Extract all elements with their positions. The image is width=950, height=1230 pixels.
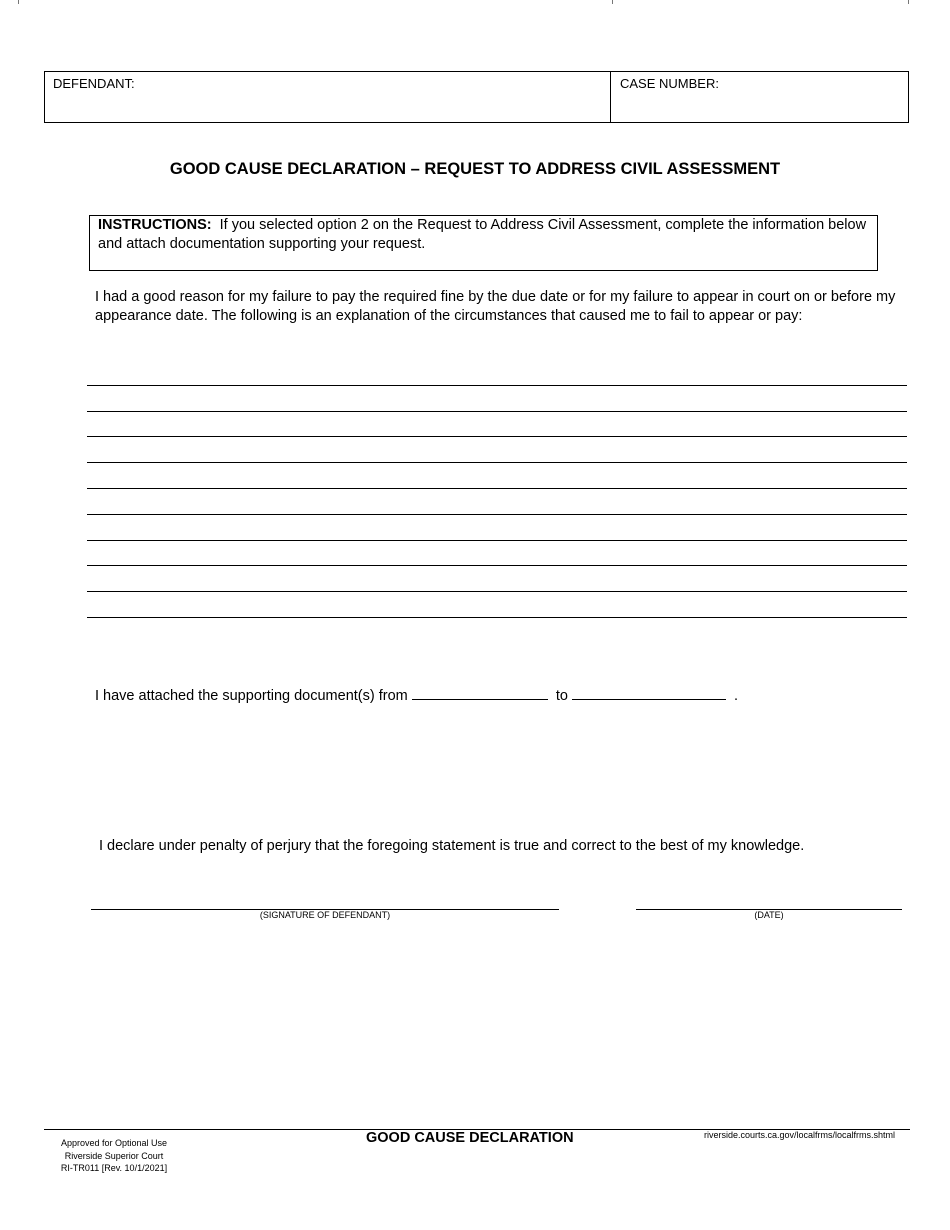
case-header-table xyxy=(44,71,909,123)
to-date-field[interactable] xyxy=(572,685,726,700)
case-number-field[interactable] xyxy=(611,72,908,122)
perjury-declaration: I declare under penalty of perjury that the foregoing statement is true and correct to the best of my knowledge. xyxy=(99,838,805,854)
explanation-line[interactable] xyxy=(87,436,907,437)
page-edge-mark xyxy=(612,0,613,4)
defendant-label: DEFENDANT: xyxy=(53,76,135,91)
instructions-box xyxy=(89,215,878,271)
explanation-line[interactable] xyxy=(87,488,907,489)
explanation-line[interactable] xyxy=(87,514,907,515)
page-edge-mark xyxy=(908,0,909,4)
explanation-line[interactable] xyxy=(87,385,907,386)
attachments-middle: to xyxy=(555,688,568,704)
footer-form-id: RI-TR011 [Rev. 10/1/2021] xyxy=(60,1163,168,1173)
instructions-label: INSTRUCTIONS: xyxy=(98,217,212,233)
attachments-prefix: I have attached the supporting document(s) from xyxy=(95,688,408,704)
page-edge-mark xyxy=(18,0,19,4)
attachments-suffix: . xyxy=(734,688,739,704)
instructions-text: If you selected option 2 on the Request to Address Civil Assessment, complete the information below and attach documentation supporting your request. xyxy=(98,217,867,252)
explanation-line[interactable] xyxy=(87,462,907,463)
signature-caption: (SIGNATURE OF DEFENDANT) xyxy=(259,910,391,920)
case-number-label: CASE NUMBER: xyxy=(620,76,719,91)
footer-title: GOOD CAUSE DECLARATION xyxy=(366,1130,574,1146)
explanation-line[interactable] xyxy=(87,540,907,541)
explanation-line[interactable] xyxy=(87,591,907,592)
from-date-field[interactable] xyxy=(412,685,548,700)
attachments-statement xyxy=(95,685,738,704)
form-title: GOOD CAUSE DECLARATION – REQUEST TO ADDRESS CIVIL ASSESSMENT xyxy=(169,160,781,178)
footer-url: riverside.courts.ca.gov/localfrms/localfrms.shtml xyxy=(704,1130,896,1140)
defendant-field[interactable] xyxy=(45,72,611,122)
explanation-line[interactable] xyxy=(87,617,907,618)
explanation-line[interactable] xyxy=(87,565,907,566)
footer-approval: Approved for Optional Use xyxy=(60,1138,168,1148)
date-caption: (DATE) xyxy=(754,910,784,920)
explanation-line[interactable] xyxy=(87,411,907,412)
footer-court: Riverside Superior Court xyxy=(64,1150,164,1161)
reason-statement: I had a good reason for my failure to pay the required fine by the due date or for my failure to appear in court on or before my appearance date. The following is an explanation of the circumstances that caused me to fail to appear or pay: xyxy=(95,289,896,324)
footer-form-info xyxy=(44,1137,184,1175)
